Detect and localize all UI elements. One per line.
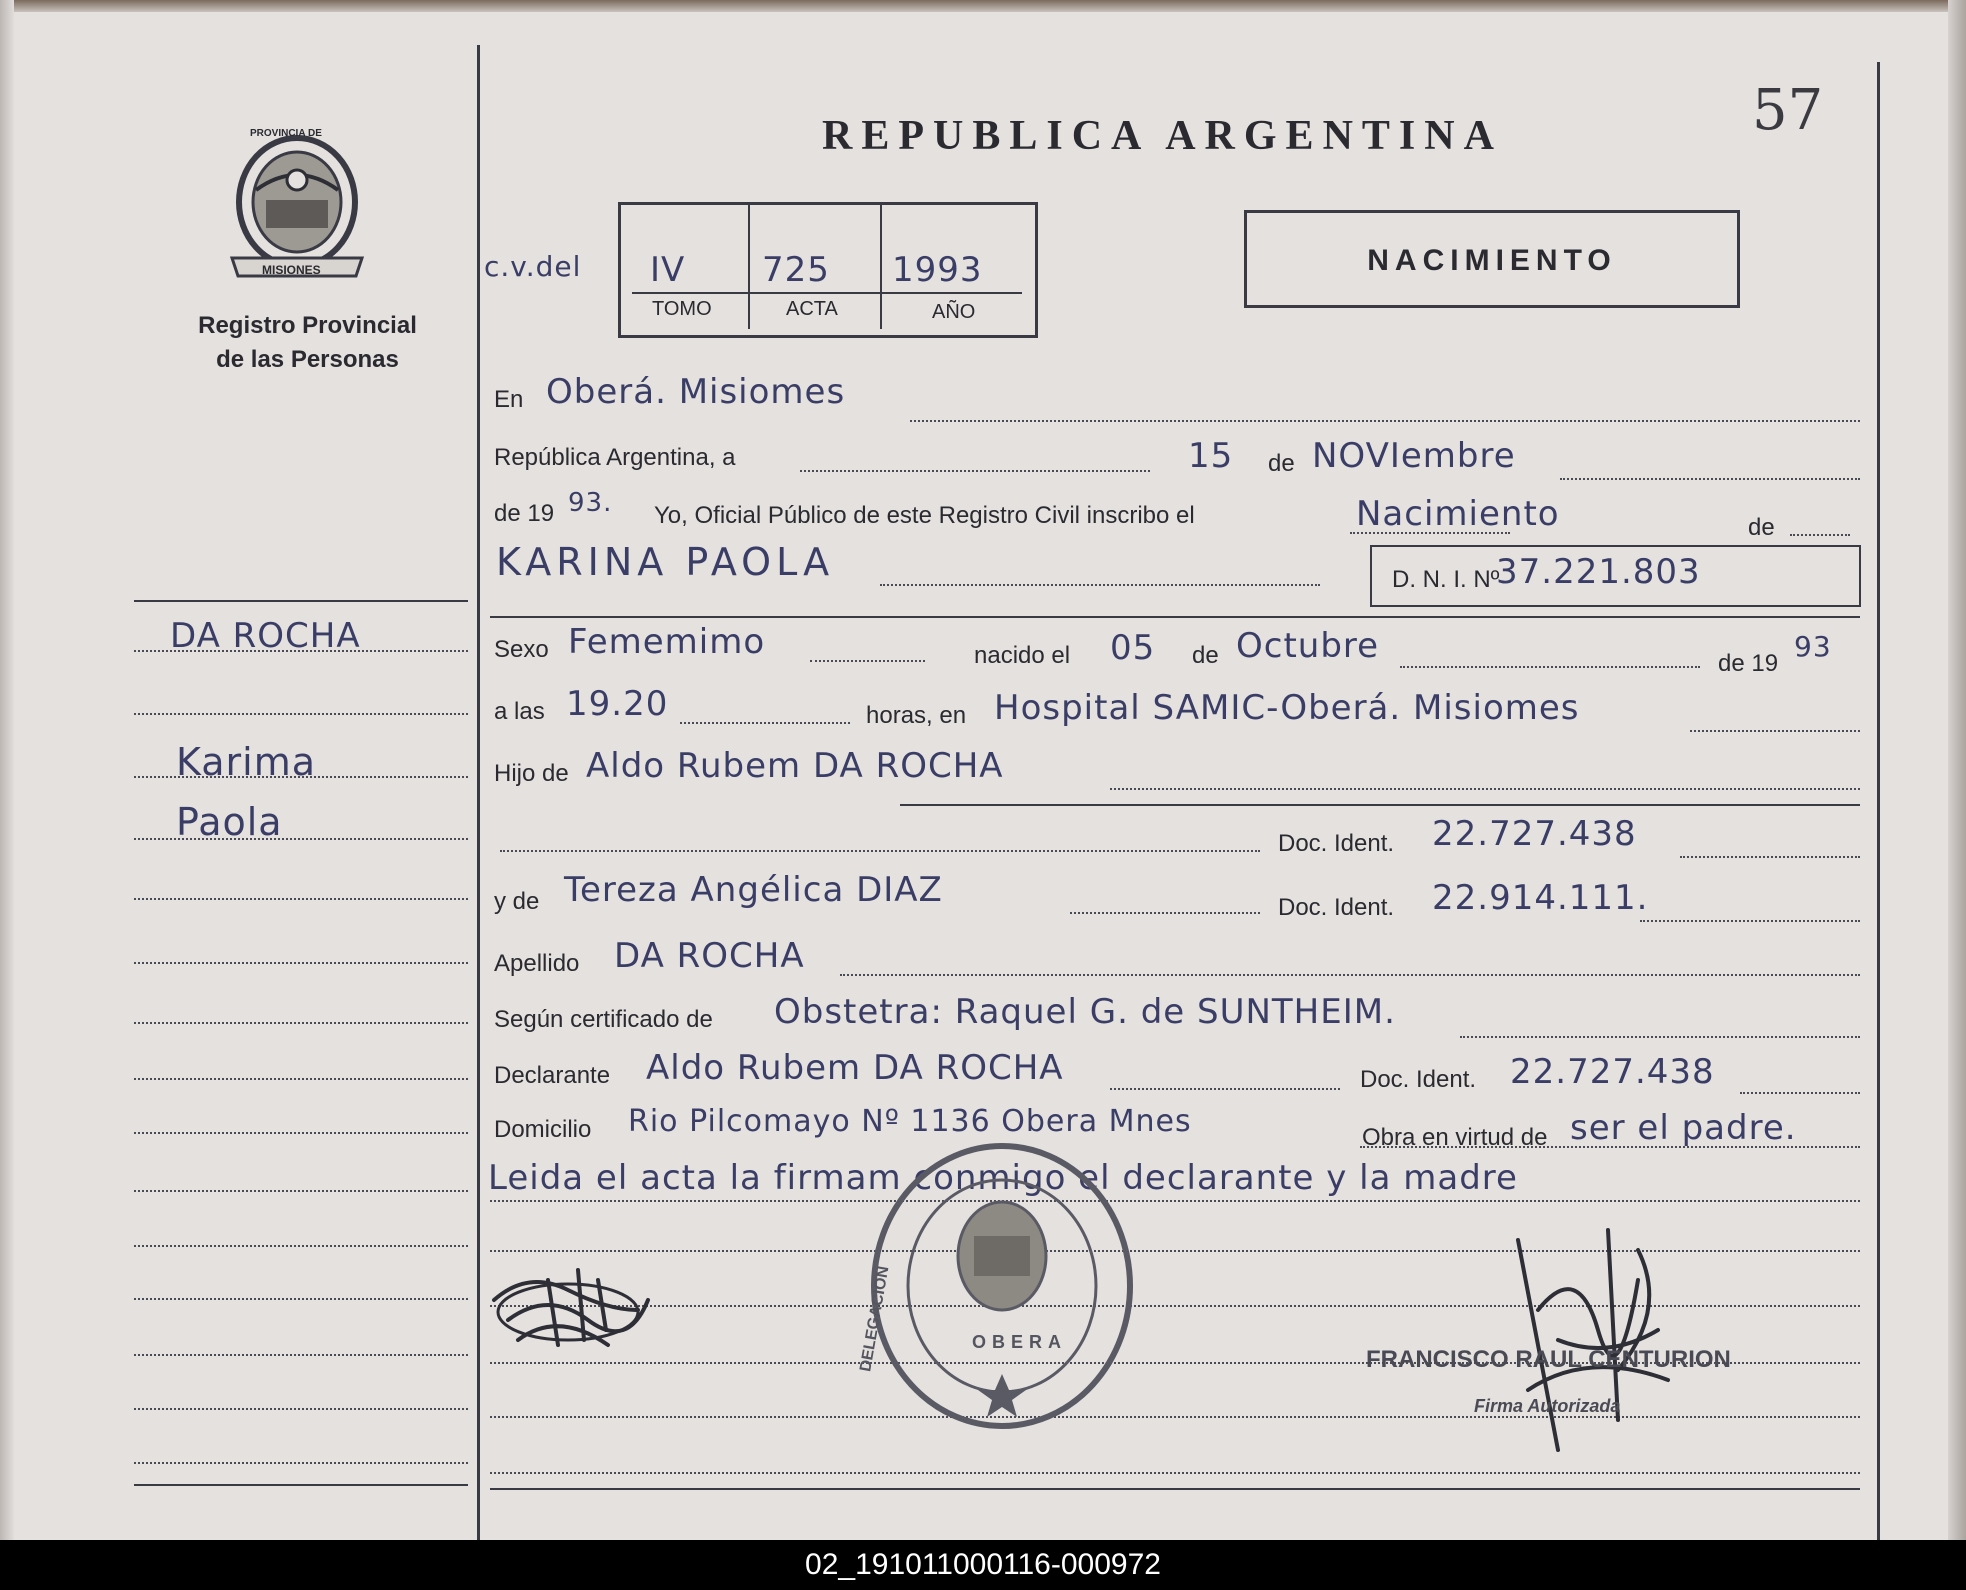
official-title: Firma Autorizada [1474, 1396, 1621, 1416]
registration-year: 93. [568, 488, 613, 518]
sidebar-top-rule [134, 600, 468, 602]
form-line [880, 584, 1320, 586]
seal-bottom-text: MISIONES [262, 263, 321, 277]
ref-divider-2 [880, 205, 882, 329]
yde-label: y de [494, 888, 540, 915]
form-line [1680, 856, 1860, 858]
form-line [910, 420, 1860, 422]
sidebar-line [134, 1462, 468, 1464]
scan-id: 02_191011000116-000972 [805, 1548, 1161, 1581]
declarante-label: Declarante [494, 1062, 611, 1089]
obra-label: Obra en virtud de [1362, 1124, 1548, 1151]
ano-label: AÑO [932, 301, 976, 323]
form-line [1790, 534, 1850, 536]
sidebar-line [134, 1354, 468, 1356]
obra-value: ser el padre. [1570, 1108, 1797, 1148]
registry-name-line1: Registro Provincial [198, 312, 417, 339]
child-name: KARINA PAOLA [496, 540, 835, 584]
sexo-label: Sexo [494, 636, 549, 663]
alas-label: a las [494, 698, 545, 725]
stamp-bottom-text: OBERA [972, 1332, 1068, 1352]
nacido-label: nacido el [974, 642, 1071, 669]
declarant-signature [488, 1250, 658, 1360]
acta-label: ACTA [786, 298, 838, 320]
document-title: REPUBLICA ARGENTINA [822, 113, 1503, 159]
sidebar-second-name: Paola [176, 800, 283, 844]
doc-ident-label-2: Doc. Ident. [1278, 894, 1395, 921]
scan-id-bar [0, 1540, 1966, 1590]
place-value: Oberá. Misiomes [546, 372, 846, 412]
ref-underline [632, 292, 1022, 294]
declarante-doc: 22.727.438 [1510, 1052, 1715, 1092]
form-line [1560, 478, 1860, 480]
father-name: Aldo Rubem DA ROCHA [586, 746, 1004, 786]
form-rule [900, 804, 1860, 806]
segun-label: Según certificado de [494, 1006, 713, 1033]
seal-top-text: PROVINCIA DE [250, 128, 322, 139]
form-line [1740, 1092, 1860, 1094]
record-type: NACIMIENTO [1367, 244, 1617, 277]
birth-hour: 19.20 [566, 684, 669, 724]
sidebar-first-name: Karima [176, 740, 317, 784]
closing-statement: Leida el acta la firmam conmigo el declarante y la madre [488, 1158, 1518, 1198]
apellido-label: Apellido [494, 950, 580, 977]
form-line [1460, 1036, 1860, 1038]
paper-top-edge [0, 0, 1966, 12]
form-line [810, 660, 925, 662]
birth-month: Octubre [1236, 626, 1380, 666]
form-line [680, 722, 850, 724]
acta-value: 725 [762, 250, 830, 290]
birth-place: Hospital SAMIC-Oberá. Misiomes [994, 688, 1580, 728]
sidebar-bottom-rule [134, 1484, 468, 1486]
form-line [800, 470, 1150, 472]
form-rule [490, 616, 1860, 618]
form-line [840, 974, 1860, 976]
republica-label: República Argentina, a [494, 444, 736, 471]
doc-ident-label-3: Doc. Ident. [1360, 1066, 1477, 1093]
province-seal-icon [226, 130, 368, 280]
declarante-value: Aldo Rubem DA ROCHA [646, 1048, 1064, 1088]
de-label-2: de [1748, 514, 1775, 541]
domicilio-label: Domicilio [494, 1116, 592, 1143]
registration-day: 15 [1188, 436, 1234, 476]
form-line [490, 1472, 1860, 1474]
form-line [1690, 730, 1860, 732]
father-doc: 22.727.438 [1432, 814, 1637, 854]
horas-label: horas, en [866, 702, 967, 729]
officer-statement: Yo, Oficial Público de este Registro Civil inscribo el [654, 502, 1195, 529]
de-label-3: de [1192, 642, 1219, 669]
paper-left-edge [0, 0, 14, 1540]
sidebar-line [134, 962, 468, 964]
dni-label: D. N. I. Nº [1392, 566, 1500, 593]
doc-ident-label-1: Doc. Ident. [1278, 830, 1395, 857]
form-line [490, 1200, 1860, 1202]
paper-right-edge [1948, 0, 1966, 1540]
apellido-value: DA ROCHA [614, 936, 805, 976]
form-line [500, 850, 1260, 852]
form-line [1110, 1088, 1340, 1090]
sidebar-line [134, 898, 468, 900]
domicilio-value: Rio Pilcomayo Nº 1136 Obera Mnes [628, 1104, 1192, 1139]
sidebar-line [134, 1078, 468, 1080]
sexo-value: Fememimo [568, 622, 766, 662]
sidebar-line [134, 713, 468, 715]
mother-doc: 22.914.111. [1432, 878, 1649, 918]
mother-name: Tereza Angélica DIAZ [564, 870, 943, 910]
form-line [1400, 666, 1700, 668]
sidebar-line [134, 1132, 468, 1134]
stamp-left-text: DELEGACION [857, 1264, 893, 1373]
right-margin-rule [1877, 62, 1880, 1540]
dni-value: 37.221.803 [1496, 552, 1701, 592]
official-stamp [862, 1136, 1142, 1436]
official-signature [1498, 1220, 1688, 1460]
certificado-value: Obstetra: Raquel G. de SUNTHEIM. [774, 992, 1396, 1032]
en-label: En [494, 386, 524, 413]
form-bottom-rule [490, 1488, 1860, 1490]
page-number: 57 [1752, 78, 1824, 143]
sidebar-line [134, 1408, 468, 1410]
sidebar-line [134, 1022, 468, 1024]
sidebar-line [134, 1245, 468, 1247]
registry-name-line2: de las Personas [216, 346, 399, 373]
tomo-value: IV [650, 250, 686, 290]
de-label-1: de [1268, 450, 1295, 477]
ano-value: 1993 [892, 250, 983, 290]
registration-month: NOVIembre [1312, 436, 1516, 476]
official-name: FRANCISCO RAUL CENTURION [1366, 1346, 1731, 1373]
sidebar-line [134, 1298, 468, 1300]
sidebar-line [134, 1190, 468, 1192]
act-type: Nacimiento [1356, 494, 1560, 534]
record-prefix: c.v.del [484, 250, 582, 283]
birth-year-label: de 19 [1718, 650, 1779, 677]
sidebar-surname: DA ROCHA [170, 616, 361, 656]
sidebar-divider [477, 45, 480, 1540]
birth-day: 05 [1110, 628, 1156, 668]
form-line [1640, 920, 1860, 922]
form-line [1110, 788, 1860, 790]
ref-divider-1 [748, 205, 750, 329]
form-line [1070, 912, 1260, 914]
birth-year: 93 [1794, 630, 1832, 663]
year-label: de 19 [494, 500, 555, 527]
hijo-label: Hijo de [494, 760, 569, 787]
tomo-label: TOMO [652, 298, 712, 320]
